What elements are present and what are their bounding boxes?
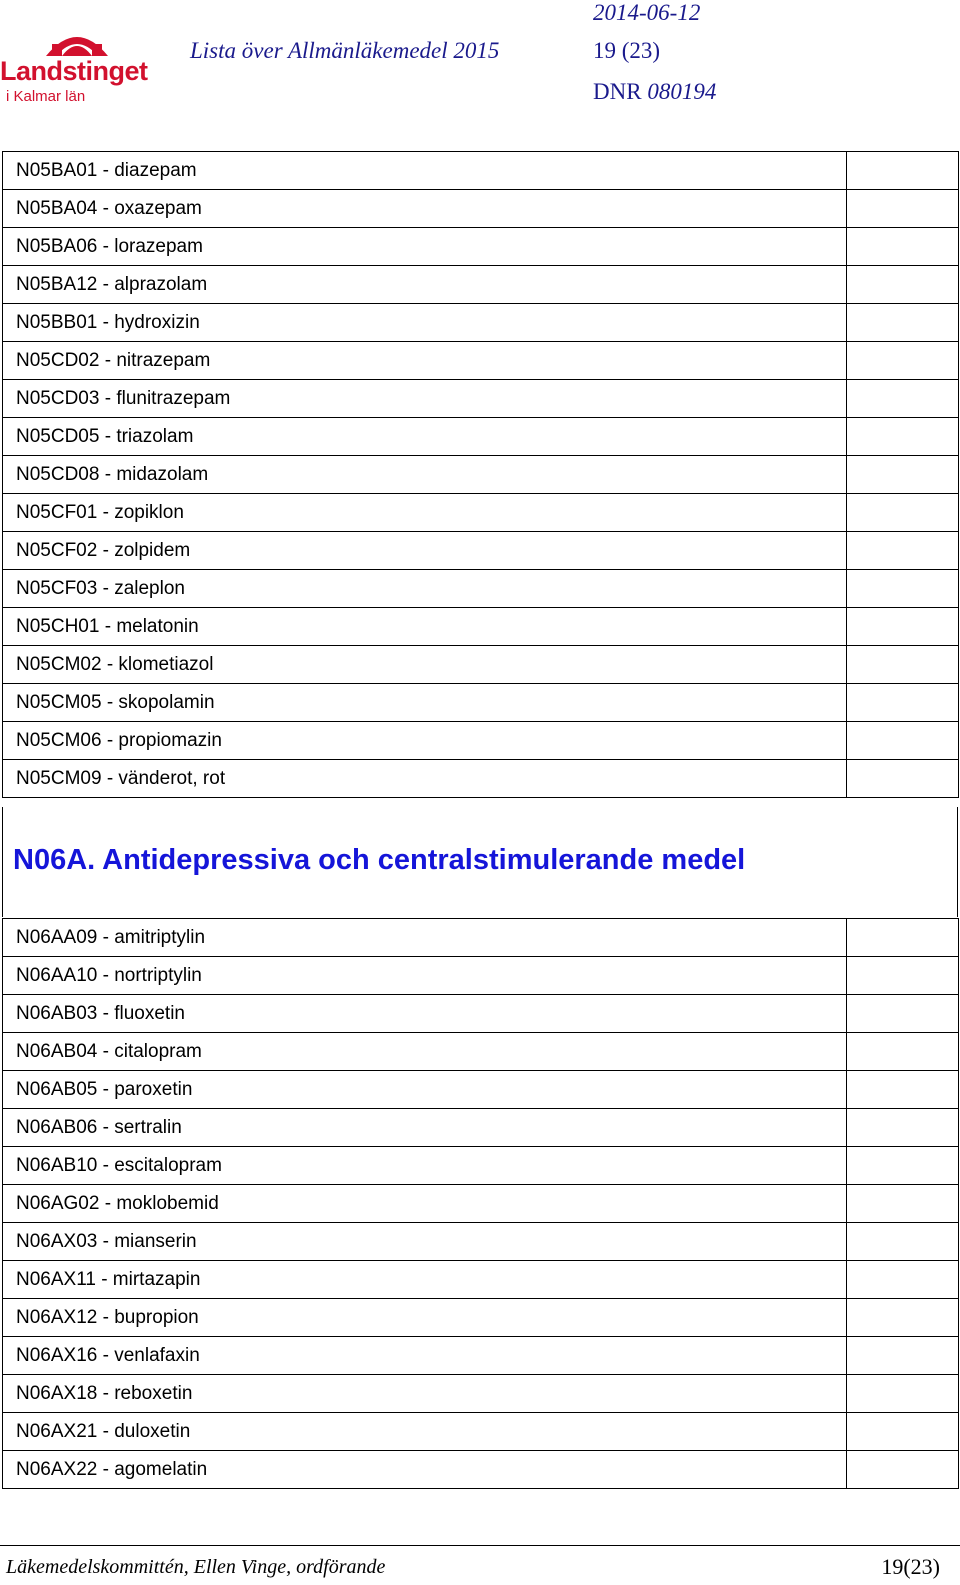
drug-entry: N06AX18 - reboxetin <box>3 1375 847 1413</box>
drug-entry: N05BA12 - alprazolam <box>3 266 847 304</box>
drug-entry: N05CH01 - melatonin <box>3 608 847 646</box>
drug-entry: N05CF01 - zopiklon <box>3 494 847 532</box>
empty-cell <box>847 1375 959 1413</box>
drug-entry: N06AB10 - escitalopram <box>3 1147 847 1185</box>
empty-cell <box>847 456 959 494</box>
table-row <box>3 152 959 190</box>
dnr-reference <box>593 79 716 105</box>
table-row <box>3 304 959 342</box>
drug-entry: N05CF03 - zaleplon <box>3 570 847 608</box>
table-row <box>3 1223 959 1261</box>
drug-entry: N06AB04 - citalopram <box>3 1033 847 1071</box>
empty-cell <box>847 760 959 798</box>
drug-entry: N06AX03 - mianserin <box>3 1223 847 1261</box>
empty-cell <box>847 1185 959 1223</box>
table-row <box>3 1261 959 1299</box>
table-row <box>3 418 959 456</box>
drug-entry: N06AX11 - mirtazapin <box>3 1261 847 1299</box>
drug-entry: N06AG02 - moklobemid <box>3 1185 847 1223</box>
empty-cell <box>847 570 959 608</box>
page-number: 19 (23) <box>593 38 661 63</box>
table-row <box>3 957 959 995</box>
dnr-label: DNR <box>593 79 642 104</box>
table-row <box>3 1337 959 1375</box>
table-row <box>3 1071 959 1109</box>
empty-cell <box>847 342 959 380</box>
drug-entry: N05BA04 - oxazepam <box>3 190 847 228</box>
drug-entry: N05CM02 - klometiazol <box>3 646 847 684</box>
drug-entry: N05CF02 - zolpidem <box>3 532 847 570</box>
table-row <box>3 1299 959 1337</box>
empty-cell <box>847 1337 959 1375</box>
empty-cell <box>847 418 959 456</box>
table-row <box>3 380 959 418</box>
drug-entry: N05CM05 - skopolamin <box>3 684 847 722</box>
empty-cell <box>847 152 959 190</box>
section-n06a <box>2 807 958 917</box>
empty-cell <box>847 190 959 228</box>
logo-subtext: i Kalmar län <box>6 88 86 105</box>
drug-entry: N06AB05 - paroxetin <box>3 1071 847 1109</box>
drug-table-n06a <box>2 918 959 1489</box>
drug-entry: N05CD08 - midazolam <box>3 456 847 494</box>
footer-page-number: 19(23) <box>881 1554 940 1579</box>
drug-entry: N06AX22 - agomelatin <box>3 1451 847 1489</box>
table-row <box>3 919 959 957</box>
logo-text: Landstinget <box>0 56 148 86</box>
table-row <box>3 1185 959 1223</box>
drug-entry: N05BB01 - hydroxizin <box>3 304 847 342</box>
empty-cell <box>847 646 959 684</box>
drug-entry: N06AX21 - duloxetin <box>3 1413 847 1451</box>
drug-entry: N06AA09 - amitriptylin <box>3 919 847 957</box>
table-row <box>3 228 959 266</box>
document-date: 2014-06-12 <box>593 0 701 25</box>
table-row <box>3 1413 959 1451</box>
drug-entry: N06AX12 - bupropion <box>3 1299 847 1337</box>
table-row <box>3 1375 959 1413</box>
table-row <box>3 760 959 798</box>
table-row <box>3 722 959 760</box>
drug-entry: N05CD05 - triazolam <box>3 418 847 456</box>
table-row <box>3 1033 959 1071</box>
drug-table-n05 <box>2 151 959 798</box>
empty-cell <box>847 995 959 1033</box>
table-row <box>3 266 959 304</box>
table-row <box>3 570 959 608</box>
table-row <box>3 684 959 722</box>
empty-cell <box>847 684 959 722</box>
drug-entry: N05CM06 - propiomazin <box>3 722 847 760</box>
table-row <box>3 190 959 228</box>
drug-entry: N05BA01 - diazepam <box>3 152 847 190</box>
table-row <box>3 342 959 380</box>
empty-cell <box>847 532 959 570</box>
drug-entry: N06AX16 - venlafaxin <box>3 1337 847 1375</box>
footer-committee: Läkemedelskommittén, Ellen Vinge, ordförande <box>6 1556 386 1578</box>
table-row <box>3 456 959 494</box>
table-row <box>3 646 959 684</box>
drug-entry: N05CD03 - flunitrazepam <box>3 380 847 418</box>
table-row <box>3 608 959 646</box>
drug-entry: N06AB03 - fluoxetin <box>3 995 847 1033</box>
drug-entry: N05CD02 - nitrazepam <box>3 342 847 380</box>
dnr-number: 080194 <box>647 79 717 104</box>
table-row <box>3 532 959 570</box>
empty-cell <box>847 1109 959 1147</box>
table-row <box>3 1147 959 1185</box>
empty-cell <box>847 1451 959 1489</box>
empty-cell <box>847 1071 959 1109</box>
drug-entry: N05BA06 - lorazepam <box>3 228 847 266</box>
empty-cell <box>847 722 959 760</box>
empty-cell <box>847 608 959 646</box>
empty-cell <box>847 957 959 995</box>
drug-entry: N06AA10 - nortriptylin <box>3 957 847 995</box>
empty-cell <box>847 494 959 532</box>
empty-cell <box>847 1147 959 1185</box>
empty-cell <box>847 266 959 304</box>
table-row <box>3 494 959 532</box>
empty-cell <box>847 304 959 342</box>
document-title: Lista över Allmänläkemedel 2015 <box>190 38 500 63</box>
empty-cell <box>847 1033 959 1071</box>
empty-cell <box>847 1413 959 1451</box>
section-heading: N06A. Antidepressiva och centralstimulerande medel <box>13 844 746 876</box>
empty-cell <box>847 1261 959 1299</box>
empty-cell <box>847 1299 959 1337</box>
empty-cell <box>847 1223 959 1261</box>
table-row <box>3 995 959 1033</box>
table-row <box>3 1451 959 1489</box>
drug-entry: N05CM09 - vänderot, rot <box>3 760 847 798</box>
empty-cell <box>847 919 959 957</box>
empty-cell <box>847 228 959 266</box>
table-row <box>3 1109 959 1147</box>
footer-divider <box>0 1545 960 1546</box>
empty-cell <box>847 380 959 418</box>
drug-entry: N06AB06 - sertralin <box>3 1109 847 1147</box>
